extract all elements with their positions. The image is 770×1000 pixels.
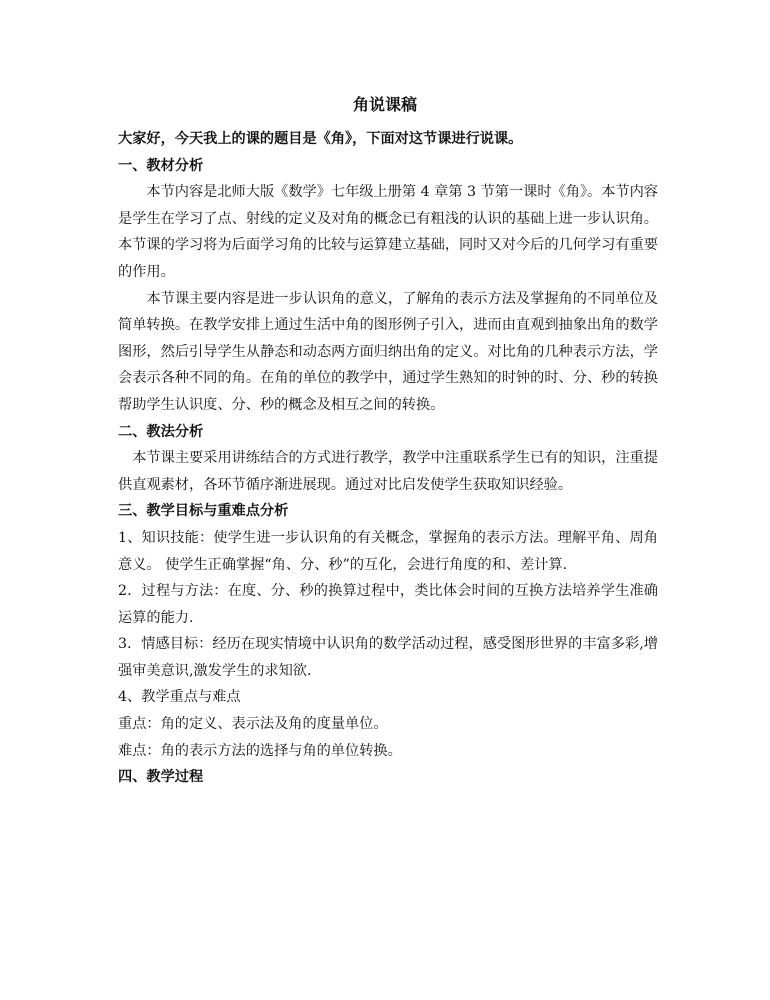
paragraph-materials-1: 本节内容是北师大版《数学》七年级上册第 4 章第 3 节第一课时《角》。本节内容是学生在学习了点、射线的定义及对角的概念已有粗浅的认识的基础上进一步认识角。本节课的学习将为后面学习角的比较与运算建立基础，同时又对今后的几何学习有重要的作用。 (118, 184, 658, 280)
intro-text: 大家好，今天我上的课的题目是《角》，下面对这节课进行说课。 (118, 131, 523, 147)
document-body (118, 126, 658, 791)
section-heading-teaching-method: 二、教法分析 (118, 423, 204, 440)
difficulty-text: 难点：角的表示方法的选择与角的单位转换。 (118, 742, 402, 759)
objective-item-2: 2．过程与方法：在度、分、秒的换算过程中，类比体会时间的互换方法培养学生准确运算的能力. (118, 583, 658, 626)
section-heading-materials: 一、教材分析 (118, 157, 204, 174)
section-heading-process: 四、教学过程 (118, 769, 204, 786)
document-title: 角说课稿 (352, 95, 417, 114)
objective-item-4: 4、教学重点与难点 (118, 689, 241, 706)
section-heading-objectives: 三、教学目标与重难点分析 (118, 503, 289, 520)
paragraph-teaching-method: 本节课主要采用讲练结合的方式进行教学，教学中注重联系学生已有的知识，注重提供直观素材，各环节循序渐进展现。通过对比启发使学生获取知识经验。 (118, 450, 658, 493)
paragraph-materials-2: 本节课主要内容是进一步认识角的意义，了解角的表示方法及掌握角的不同单位及简单转换。在教学安排上通过生活中角的图形例子引入，进而由直观到抽象出角的数学图形，然后引导学生从静态和动态两方面归纳出角的定义。对比角的几种表示方法，学会表示各种不同的角。在角的单位的教学中，通过学生熟知的时钟的时、分、秒的转换帮助学生认识度、分、秒的概念及相互之间的转换。 (118, 290, 658, 413)
objective-item-1: 1、知识技能：使学生进一步认识角的有关概念，掌握角的表示方法。理解平角、周角意义。 使学生正确掌握“角、分、秒”的互化，会进行角度的和、差计算. (118, 529, 658, 573)
objective-item-3: 3．情感目标：经历在现实情境中认识角的数学活动过程，感受图形世界的丰富多彩,增强审美意识,激发学生的求知欲. (118, 636, 658, 679)
key-point-text: 重点：角的定义、表示法及角的度量单位。 (118, 716, 388, 733)
